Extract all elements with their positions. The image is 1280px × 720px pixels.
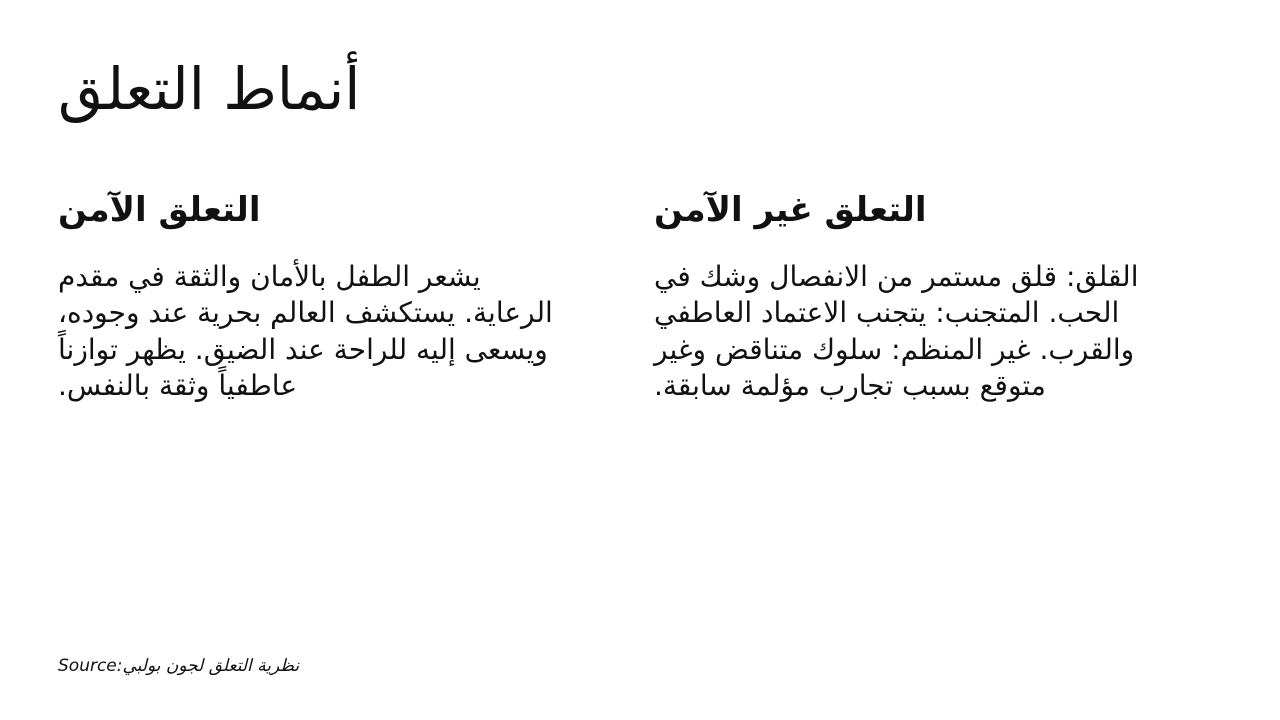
source-label: Source: xyxy=(58,656,123,676)
secure-attachment-description: يشعر الطفل بالأمان والثقة في مقدم الرعاية. يستكشف العالم بحرية عند وجوده، ويسعى إليه للراحة عند الضيق. يظهر توازناً عاطفياً وثقة بالنفس. xyxy=(58,259,553,402)
secure-attachment-heading: التعلق الآمن xyxy=(58,190,261,230)
insecure-attachment-heading: التعلق غير الآمن xyxy=(654,190,927,230)
insecure-attachment-description: القلق: قلق مستمر من الانفصال وشك في الحب. المتجنب: يتجنب الاعتماد العاطفي والقرب. غير المنظم: سلوك متناقض وغير متوقع بسبب تجارب مؤلمة سابقة. xyxy=(654,259,1139,402)
source-text: نظرية التعلق لجون بولبي xyxy=(122,656,300,676)
slide-title: أنماط التعلق xyxy=(58,55,361,123)
insecure-attachment-column xyxy=(654,190,1174,404)
secure-attachment-column xyxy=(58,190,578,404)
source-citation xyxy=(58,656,299,676)
